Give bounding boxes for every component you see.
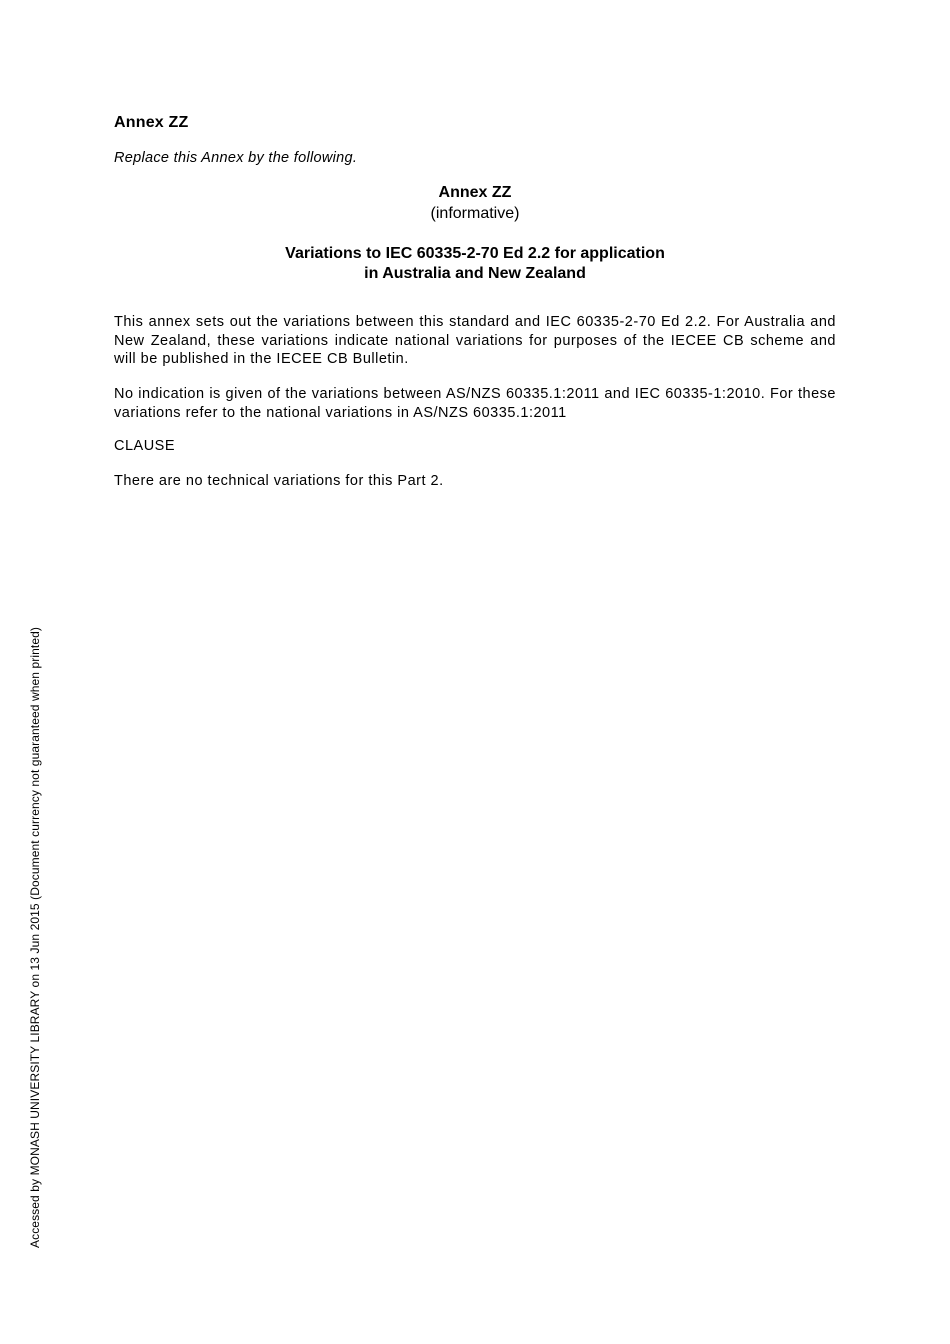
replace-instruction: Replace this Annex by the following.: [114, 150, 358, 166]
paragraph-no-variations: There are no technical variations for this Part 2.: [114, 473, 444, 489]
paragraph-indication: No indication is given of the variations between AS/NZS 60335.1:2011 and IEC 60335-1:2010. For these variations refer to the national variations in AS/NZS 60335.1:2011: [114, 386, 836, 421]
annex-subtitle: (informative): [430, 205, 520, 222]
annex-heading: Annex ZZ: [114, 114, 189, 131]
variations-title: [114, 244, 836, 284]
variations-title-line-1: Variations to IEC 60335-2-70 Ed 2.2 for application: [285, 245, 665, 262]
paragraph-scope: This annex sets out the variations between this standard and IEC 60335-2-70 Ed 2.2. For Australia and New Zealand, these variations indicate national variations for purposes of the IECEE CB scheme and will be published in the IECEE CB Bulletin.: [114, 314, 836, 367]
variations-title-line-2: in Australia and New Zealand: [364, 265, 586, 282]
access-watermark: Accessed by MONASH UNIVERSITY LIBRARY on 13 Jun 2015 (Document currency not guaranteed when printed): [28, 627, 42, 1248]
annex-title: Annex ZZ: [438, 184, 512, 201]
clause-label: CLAUSE: [114, 438, 176, 454]
